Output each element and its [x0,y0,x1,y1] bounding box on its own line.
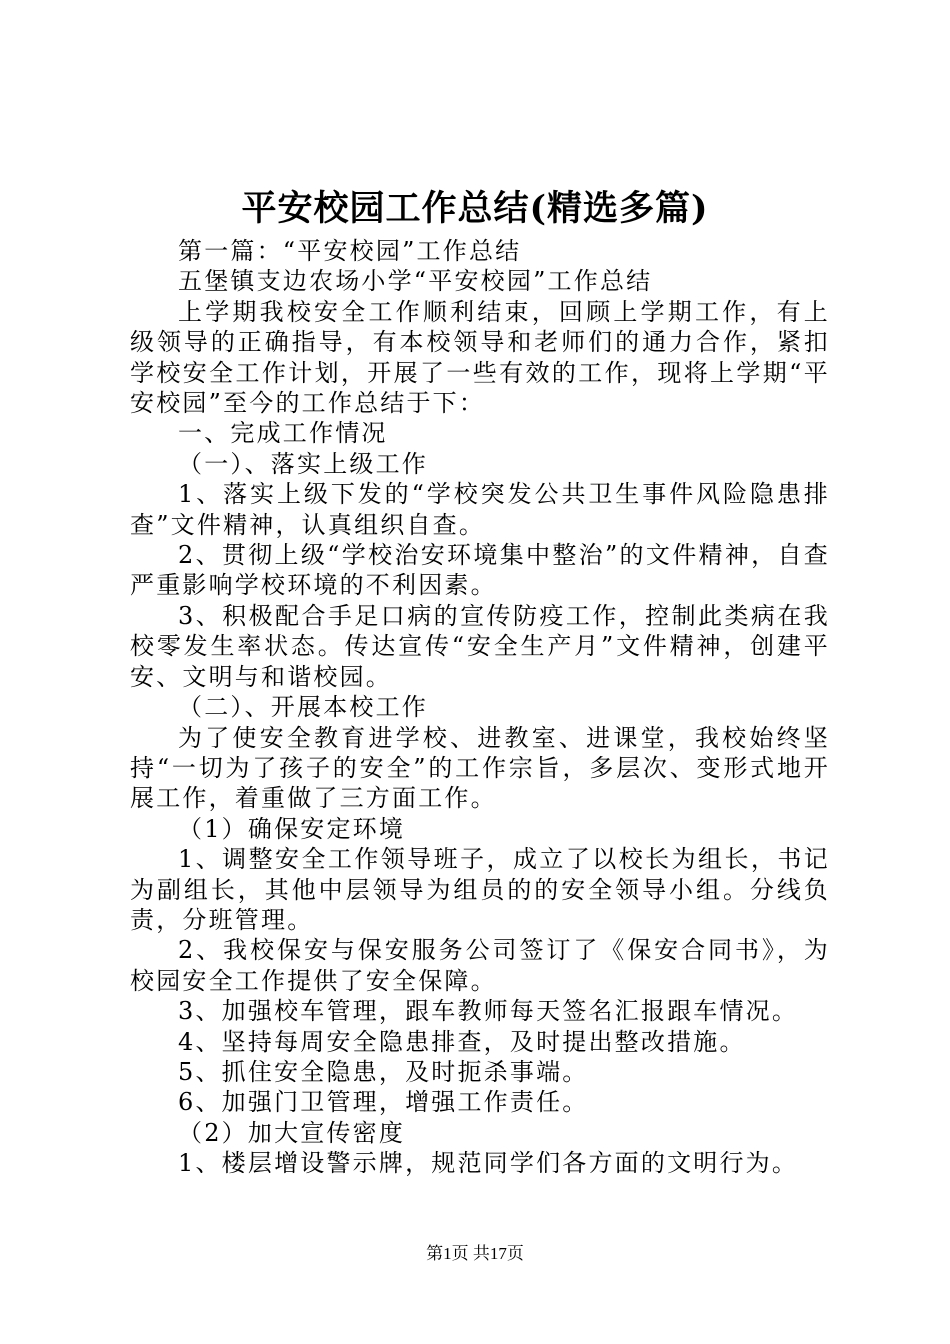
paragraph: 2、贯彻上级“学校治安环境集中整治”的文件精神，自查严重影响学校环境的不利因素。 [130,541,830,600]
paragraph: （二）、开展本校工作 [178,693,428,722]
document-title: 平安校园工作总结(精选多篇) [241,188,709,229]
paragraph: （一）、落实上级工作 [178,449,428,478]
paragraph: 1、楼层增设警示牌，规范同学们各方面的文明行为。 [178,1149,799,1178]
paragraph: （1）确保安定环境 [178,814,406,843]
paragraph: 3、加强校车管理，跟车教师每天签名汇报跟车情况。 [178,997,799,1026]
paragraph: 5、抓住安全隐患，及时扼杀事端。 [178,1057,589,1086]
paragraph: 五堡镇支边农场小学“平安校园”工作总结 [178,267,653,296]
paragraph: 1、落实上级下发的“学校突发公共卫生事件风险隐患排查”文件精神，认真组织自查。 [130,480,830,539]
paragraph: 2、我校保安与保安服务公司签订了《保安合同书》，为校园安全工作提供了安全保障。 [130,936,830,995]
document-body [130,236,830,1179]
paragraph: 1、调整安全工作领导班子，成立了以校长为组长，书记为副组长，其他中层领导为组员的的安全领导小组。分线负责，分班管理。 [130,845,830,934]
paragraph: 6、加强门卫管理，增强工作责任。 [178,1088,589,1117]
page-footer: 第1页 共17页 [426,1244,524,1263]
paragraph: 第一篇：“平安校园”工作总结 [178,237,522,265]
paragraph: 为了使安全教育进学校、进教室、进课堂，我校始终坚持“一切为了孩子的安全”的工作宗旨，多层次、变形式地开展工作，着重做了三方面工作。 [130,723,830,813]
paragraph: 4、坚持每周安全隐患排查，及时提出整改措施。 [178,1027,746,1056]
paragraph: 3、积极配合手足口病的宣传防疫工作，控制此类病在我校零发生率状态。传达宣传“安全生产月”文件精神，创建平安、文明与和谐校园。 [130,601,830,691]
paragraph: （2）加大宣传密度 [178,1118,406,1147]
paragraph: 上学期我校安全工作顺利结束，回顾上学期工作，有上级领导的正确指导，有本校领导和老师们的通力合作，紧扣学校安全工作计划，开展了一些有效的工作，现将上学期“平安校园”至今的工作总结于下： [130,297,830,418]
paragraph: 一、完成工作情况 [178,419,388,448]
